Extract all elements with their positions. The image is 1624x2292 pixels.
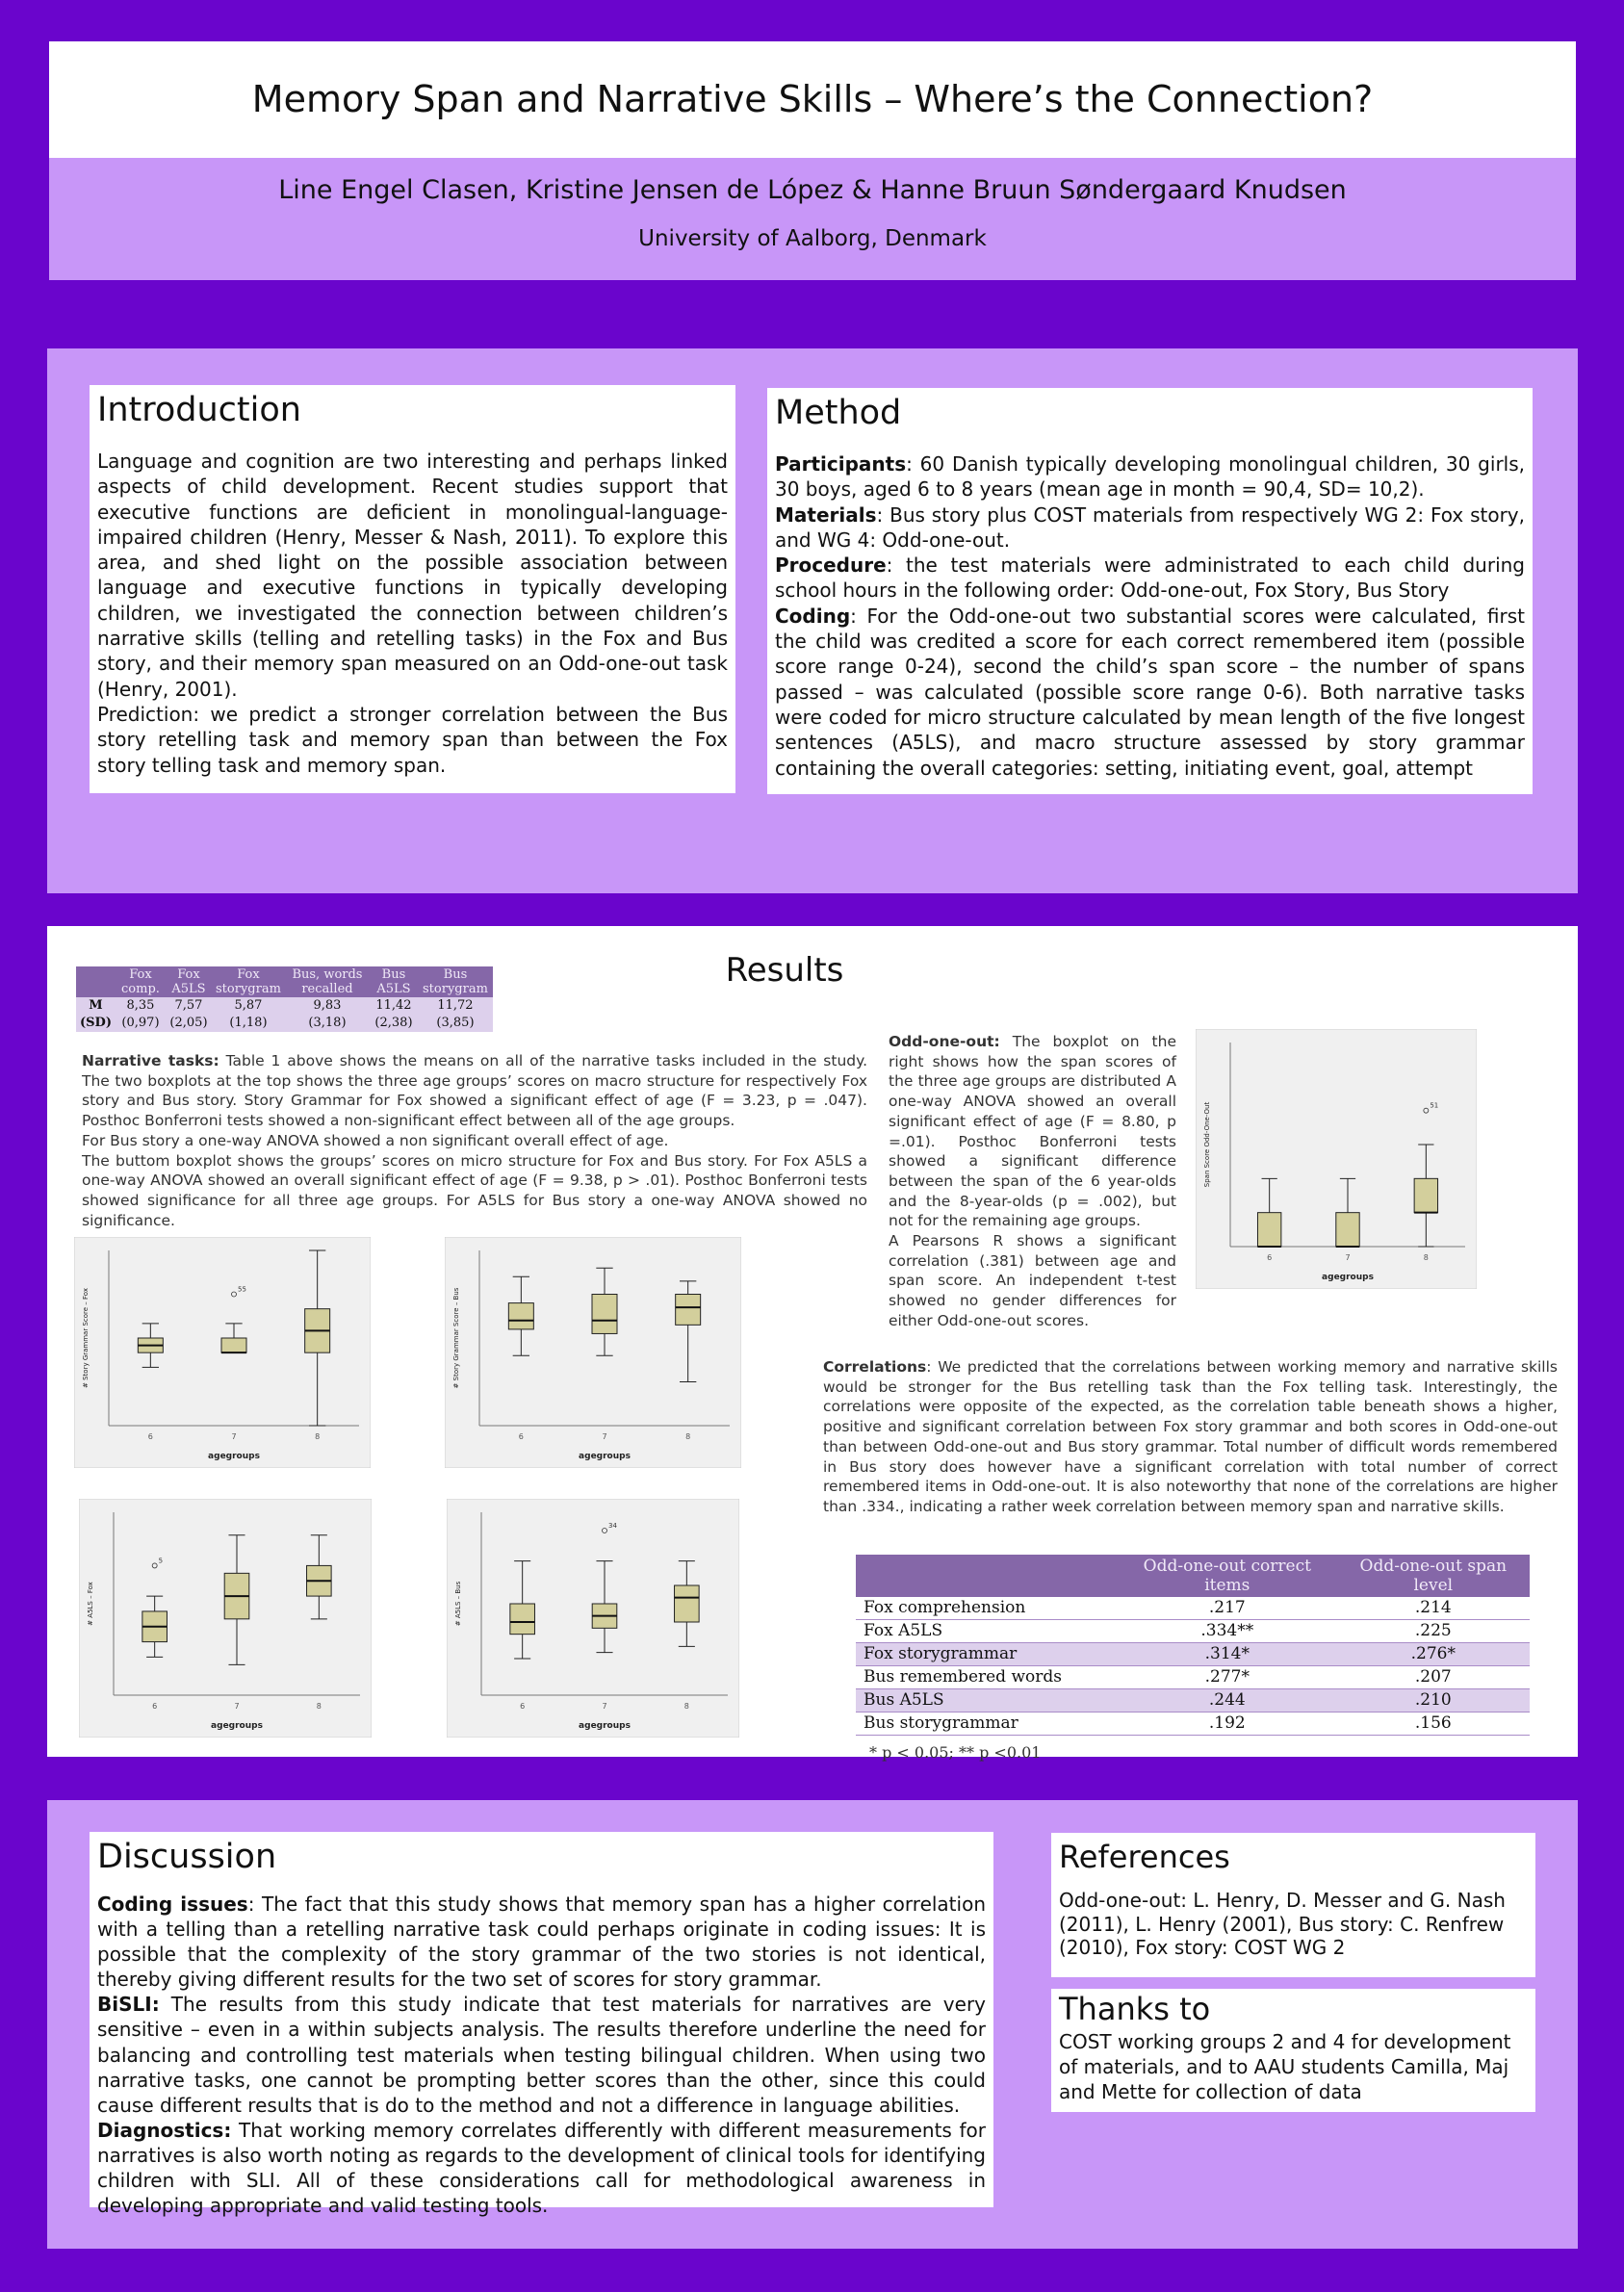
coding-issues-text: : The fact that this study shows that memory span has a higher correlation with a telling than a retelling narrative task could perhaps originate in coding issues: It is possible that the complexity of the story grammar of the two stories is not identical, thereby giving different results for the two set of scores for story grammar. [97,1893,986,1992]
table-cell: .192 [1118,1713,1337,1736]
participants-text: : 60 Danish typically developing monolingual children, 30 girls, 30 boys, aged 6 to 8 years (mean age in month = 90,4, SD= 10,2). [775,452,1525,502]
table-header-cell: Odd-one-out correct items [1118,1555,1337,1597]
affiliation: University of Aalborg, Denmark [638,226,987,251]
bisli-text: The results from this study indicate that test materials for narratives are very sensitive – even in a within subjects analysis. The results therefore underline the need for balancing and controlling test materials when testing bilingual children. When using two narrative tasks, one cannot be prompting better scores than the other, since this could cause different results that is do to the method and not a difference in language abilities. [97,1993,986,2117]
table-cell: (2,05) [166,1015,212,1032]
results-title: Results [725,951,844,990]
coding-text: : For the Odd-one-out two substantial scores were calculated, first the child was credited a score for each correct remembered item (possible score range 0-24), second the child’s span score – the number of spans passed – was calculated (possible score range 0-6). Both narrative tasks were coded for micro structure calculated by mean length of the five longest sentences (A5LS), and macro structure assessed by story grammar containing the overall categories: setting, initiating event, goal, attempt [775,604,1525,780]
table-cell: .217 [1118,1597,1337,1620]
table-header-cell: Bus A5LS [370,966,418,997]
x-tick-label: 6 [518,1432,524,1441]
title-banner [49,41,1576,158]
table-cell: Fox storygrammar [856,1643,1118,1666]
table-cell: (0,97) [116,1015,166,1032]
x-tick-label: 6 [1267,1253,1273,1262]
table-row [76,997,493,1015]
x-tick-label: 7 [1345,1253,1351,1262]
correlation-table [856,1555,1530,1736]
odd-one-out-paragraph: A Pearsons R shows a significant correlation (.381) between age and span score. An independent t-test showed no gender differences for either Odd-one-out scores. [889,1232,1176,1329]
table-cell: .210 [1337,1689,1530,1713]
correlations-text [823,1357,1558,1517]
chart-background [445,1237,741,1468]
table-cell: M [76,997,116,1015]
method-box [767,388,1533,794]
table-header-cell: Odd-one-out span level [1337,1555,1530,1597]
table-cell: Bus storygrammar [856,1713,1118,1736]
table-cell: (2,38) [370,1015,418,1032]
author-banner [49,158,1576,280]
table-cell: Fox A5LS [856,1620,1118,1643]
x-axis-label: agegroups [579,1721,631,1731]
table-cell: .207 [1337,1666,1530,1689]
table-cell: .214 [1337,1597,1530,1620]
table-row [856,1597,1530,1620]
means-table-header [76,966,493,997]
x-tick-label: 6 [152,1702,158,1711]
x-axis-label: agegroups [208,1452,260,1461]
table-cell: 8,35 [116,997,166,1015]
correlation-table-header [856,1555,1530,1597]
table-cell: (SD) [76,1015,116,1032]
correlations-label: Correlations [823,1358,927,1376]
introduction-box [90,385,735,793]
narrative-paragraph: The buttom boxplot shows the groups’ scores on micro structure for Fox and Bus story. For Fox A5LS a one-way ANOVA showed an overall significant effect of age (F = 9.38, p > .01). Posthoc Bonferroni tests showed significance for all three age groups. For A5LS for Bus story a one-way ANOVA showed no significance. [82,1151,867,1229]
table-row [856,1666,1530,1689]
table-row [856,1643,1530,1666]
discussion-box [90,1832,993,2218]
table-header-cell: Fox A5LS [166,966,212,997]
boxplot-fox-storygrammar [74,1237,371,1468]
table-cell: .334** [1118,1620,1337,1643]
table-row [76,1015,493,1032]
correlation-table-wrapper [856,1555,1530,1762]
x-tick-label: 8 [1423,1253,1429,1262]
x-tick-label: 8 [685,1432,691,1441]
box-mark [1257,1213,1280,1247]
table-cell: 11,72 [418,997,493,1015]
narrative-paragraph: Table 1 above shows the means on all of the narrative tasks included in the study. The two boxplots at the top shows the three age groups’ scores on macro structure for respectively Fox story and Bus story. Story Grammar for Fox showed a significant effect of age (F = 3.23, p = .047). Posthoc Bonferroni tests showed a non-significant effect between all of the age groups. [82,1052,868,1130]
table-cell: Fox comprehension [856,1597,1118,1620]
box-mark [592,1295,617,1334]
box-mark [1414,1178,1437,1212]
y-axis-label: # A5LS – Fox [87,1582,94,1626]
table-header-cell: Fox storygram [212,966,285,997]
outlier-label: 51 [1430,1101,1439,1110]
table-cell: .277* [1118,1666,1337,1689]
thanks-text: COST working groups 2 and 4 for development of materials, and to AAU students Camilla, Maj and Mette for collection of data [1059,2030,1511,2103]
outlier-label: 55 [238,1285,246,1294]
procedure-text: : the test materials were administrated to each child during school hours in the following order: Odd-one-out, Fox Story, Bus Story [775,554,1525,603]
x-tick-label: 8 [316,1702,322,1711]
discussion-title: Discussion [97,1838,277,1876]
table-header-cell: Bus storygram [418,966,493,997]
x-tick-label: 7 [602,1432,607,1441]
narrative-label: Narrative tasks: [82,1052,219,1069]
odd-one-out-label: Odd-one-out: [889,1033,1000,1050]
x-axis-label: agegroups [1322,1273,1374,1282]
boxplot-fox-a5ls [79,1499,372,1738]
box-mark [510,1604,535,1635]
y-axis-label: Span Score Odd-One-Out [1203,1101,1211,1188]
correlations-paragraph: : We predicted that the correlations between working memory and narrative skills would be stronger for the Bus retelling task than the Fox telling task. Interestingly, the correlations were opposite of the expected, as the correlation table beneath shows a higher, positive and significant correlation between Fox story grammar and both scores in Odd-one-out than between Odd-one-out and Bus story grammar. Total number of difficult words remembered in Bus story does however have a significant correlation with total number of correct remembered items in Odd-one-out. It is also noteworthy that none of the correlations are higher than .334., indicating a rather week correlation between memory span and narrative skills. [823,1358,1558,1515]
table-cell: (3,85) [418,1015,493,1032]
method-title: Method [775,394,902,432]
introduction-paragraph: Language and cognition are two interesting and perhaps linked aspects of child development. Recent studies support that executive functions are deficient in monolingual-language-impaired children (Henry, Messer & Nash, 2011). To explore this area, and shed light on the possible association between language and executive functions in typically developing children, we investigated the connection between children’s narrative skills (telling and retelling tasks) in the Fox and Bus story, and their memory span measured on an Odd-one-out task (Henry, 2001). [97,450,728,701]
bisli-label: BiSLI: [97,1993,160,2017]
boxplot-bus-storygrammar [445,1237,741,1468]
thanks-title: Thanks to [1059,1991,1211,2027]
table-row [856,1713,1530,1736]
x-axis-label: agegroups [211,1721,263,1731]
prediction-paragraph: Prediction: we predict a stronger correlation between the Bus story retelling task and memory span than between the Fox story telling task and memory span. [97,702,728,777]
table-row [856,1620,1530,1643]
box-mark [508,1303,533,1329]
table-cell: 5,87 [212,997,285,1015]
introduction-title: Introduction [97,391,301,429]
table-cell: 7,57 [166,997,212,1015]
y-axis-label: # Story Grammar Score – Bus [452,1287,460,1389]
x-tick-label: 7 [234,1702,240,1711]
table-cell: Bus remembered words [856,1666,1118,1689]
outlier-label: 5 [158,1557,164,1565]
x-tick-label: 8 [315,1432,321,1441]
table-header-cell [856,1555,1118,1597]
method-body [775,451,1525,781]
boxplot-bus-a5ls [447,1499,739,1738]
table-cell: .244 [1118,1689,1337,1713]
narrative-paragraph: For Bus story a one-way ANOVA showed a non significant overall effect of age. [82,1131,669,1149]
x-tick-label: 7 [602,1702,607,1711]
introduction-body [97,449,728,778]
poster-title: Memory Span and Narrative Skills – Where’s the Connection? [251,78,1374,120]
authors: Line Engel Clasen, Kristine Jensen de López & Hanne Bruun Søndergaard Knudsen [278,175,1347,205]
table-cell: .276* [1337,1643,1530,1666]
x-tick-label: 8 [683,1702,689,1711]
x-tick-label: 6 [147,1432,153,1441]
table-header-cell: Fox comp. [116,966,166,997]
odd-one-out-text [889,1032,1176,1331]
materials-label: Materials [775,502,877,527]
references-title: References [1059,1839,1230,1875]
x-tick-label: 6 [520,1702,526,1711]
box-mark [221,1338,246,1352]
box-mark [676,1295,701,1326]
outlier-label: 34 [608,1522,617,1530]
y-axis-label: # Story Grammar Score – Fox [82,1288,90,1388]
table-cell: .156 [1337,1713,1530,1736]
diagnostics-text: That working memory correlates differently with different measurements for narratives is also worth noting as regards to the development of clinical tools for identifying children with SLI. All of these considerations call for methodological awareness in developing appropriate and valid testing tools. [97,2118,986,2218]
table-row [856,1689,1530,1713]
x-axis-label: agegroups [579,1452,631,1461]
references-box [1051,1833,1535,1977]
table-cell: (3,18) [285,1015,370,1032]
participants-label: Participants [775,452,907,476]
discussion-body [97,1892,986,2218]
table-cell: (1,18) [212,1015,285,1032]
table-cell: 9,83 [285,997,370,1015]
references-text: Odd-one-out: L. Henry, D. Messer and G. Nash (2011), L. Henry (2001), Bus story: C. Renfrew (2010), Fox story: COST WG 2 [1059,1889,1506,1960]
materials-text: : Bus story plus COST materials from respectively WG 2: Fox story, and WG 4: Odd-one-out. [775,502,1525,552]
coding-label: Coding [775,604,851,628]
y-axis-label: # A5LS – Bus [454,1581,462,1627]
significance-footnote: * p < 0.05; ** p <0.01 [869,1743,1042,1762]
odd-one-out-paragraph: The boxplot on the right shows how the span scores of the three age groups are distributed A one-way ANOVA showed an overall significant effect of age (F = 8.80, p =.01). Posthoc Bonferroni tests showed a significant difference between the span of the 6 year-olds and the 8-year-olds (p = .002), but not for the remaining age groups. [889,1033,1176,1230]
boxplot-odd-one-out-span [1196,1029,1477,1289]
table-header-cell [76,966,116,997]
table-cell: .314* [1118,1643,1337,1666]
table-cell: Bus A5LS [856,1689,1118,1713]
means-table [76,966,493,1032]
coding-issues-label: Coding issues [97,1893,248,1916]
means-table-wrapper [76,966,493,1032]
chart-background [1196,1029,1477,1289]
diagnostics-label: Diagnostics: [97,2118,232,2142]
table-header-cell: Bus, words recalled [285,966,370,997]
thanks-box [1051,1989,1535,2112]
narrative-tasks-text [82,1051,867,1230]
x-tick-label: 7 [231,1432,237,1441]
table-cell: .225 [1337,1620,1530,1643]
procedure-label: Procedure [775,554,887,578]
box-mark [1336,1213,1359,1247]
table-cell: 11,42 [370,997,418,1015]
box-mark [675,1585,700,1622]
